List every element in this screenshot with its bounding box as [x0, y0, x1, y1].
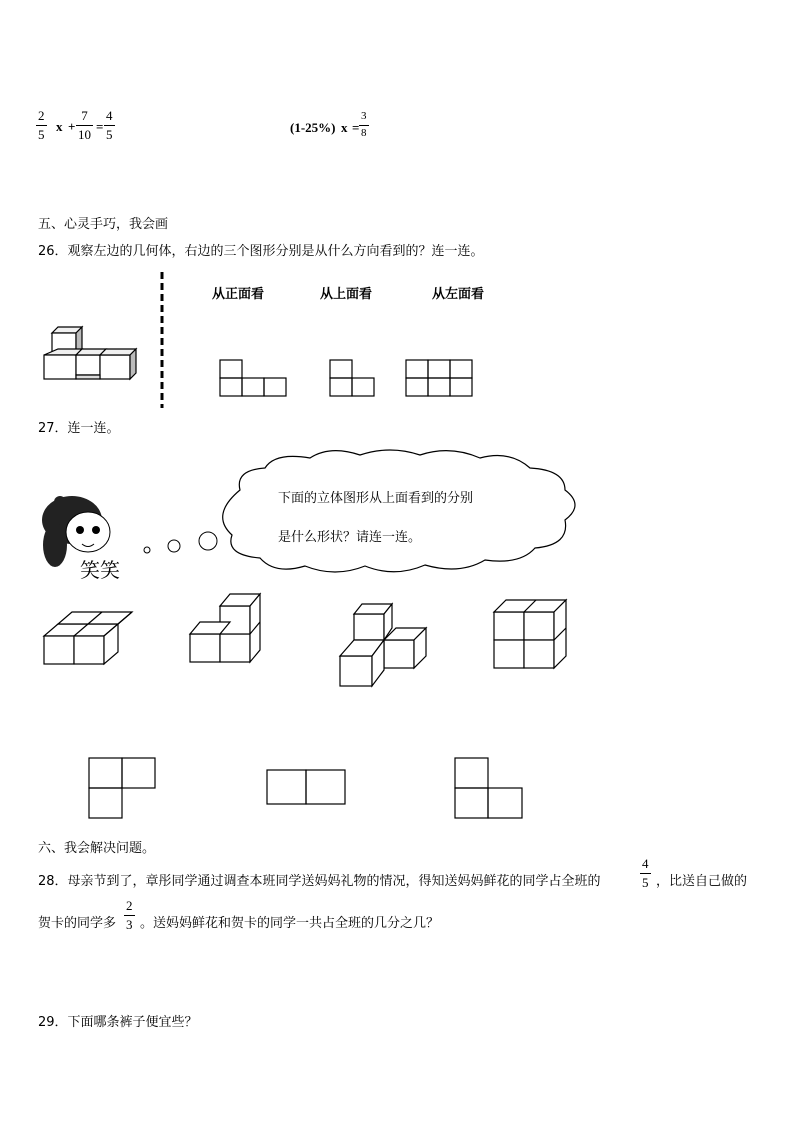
question-26: 26．观察左边的几何体，右边的三个图形分别是从什么方向看到的？连一连。 [38, 244, 484, 259]
fraction: 2 5 [38, 108, 45, 142]
cloud-text-line-2: 是什么形状？请连一连。 [278, 530, 422, 545]
fraction: 2 3 [126, 898, 133, 932]
question-28-part1: 28．母亲节到了，章彤同学通过调查本班同学送妈妈礼物的情况，得知送妈妈鲜花的同学占全班的 [38, 874, 601, 889]
fraction: 7 10 [78, 108, 91, 142]
label-left-view: 从左面看 [432, 287, 485, 302]
question-28-part4: 。送妈妈鲜花和贺卡的同学一共占全班的几分之几？ [140, 916, 440, 931]
section-6-heading: 六、我会解决问题。 [38, 841, 156, 856]
girl-caption: 笑笑 [80, 558, 120, 582]
fraction: 4 5 [106, 108, 113, 142]
fraction: 4 5 [642, 856, 649, 890]
section-5-heading: 五、心灵手巧，我会画 [38, 217, 169, 232]
question-28-part3: 贺卡的同学多 [38, 916, 117, 931]
fraction: 3 8 [361, 110, 367, 139]
question-29: 29．下面哪条裤子便宜些？ [38, 1015, 198, 1030]
cloud-text-line-1: 下面的立体图形从上面看到的分别 [278, 491, 474, 506]
label-top-view: 从上面看 [320, 287, 373, 302]
label-front-view: 从正面看 [212, 287, 265, 302]
question-27: 27．连一连。 [38, 421, 120, 436]
question-28-part2: ，比送自己做的 [656, 874, 748, 889]
